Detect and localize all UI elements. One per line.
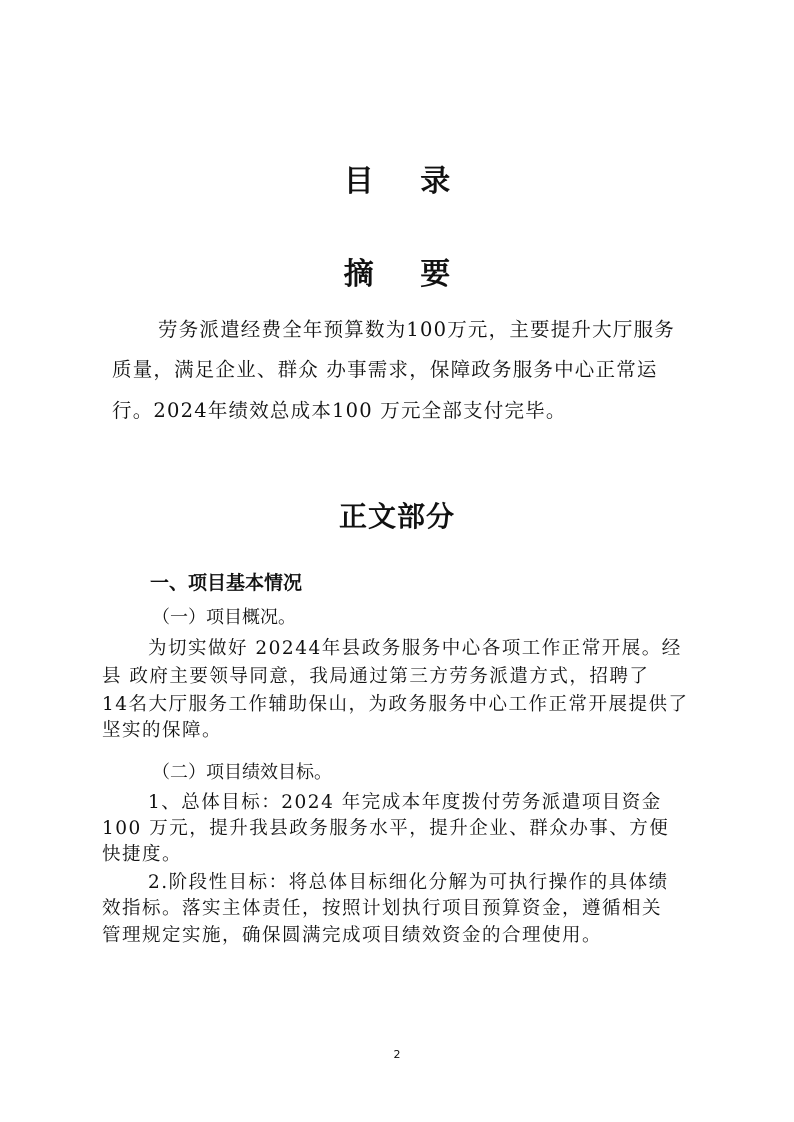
page-number: 2 <box>393 1048 401 1061</box>
overall-goal-line: 快捷度。 <box>102 844 183 865</box>
stage-goal-line: 效指标。落实主体责任，按照计划执行项目预算资金，遵循相关 <box>102 898 663 919</box>
overall-goal-line: 100 万元，提升我县政务服务水平，提升企业、群众办事、方便 <box>102 818 670 839</box>
subsection-heading: （二）项目绩效目标。 <box>152 762 332 783</box>
overview-line: 县 政府主要领导同意，我局通过第三方劳务派遣方式，招聘了 <box>102 666 650 687</box>
overview-line: 坚实的保障。 <box>102 720 223 741</box>
main-body-title: 正文部分 <box>338 500 455 533</box>
abstract-line: 劳务派遣经费全年预算数为100万元，主要提升大厅服务 <box>158 318 675 341</box>
subsection-heading: （一）项目概况。 <box>152 607 296 628</box>
toc-title: 目 录 <box>343 164 469 199</box>
overview-line: 14名大厅服务工作辅助保山，为政务服务中心工作正常开展提供了 <box>102 694 689 715</box>
stage-goal-line: 2.阶段性目标：将总体目标细化分解为可执行操作的具体绩 <box>148 872 669 893</box>
stage-goal-line: 管理规定实施，确保圆满完成项目绩效资金的合理使用。 <box>102 925 603 946</box>
overview-line: 为切实做好 20244年县政务服务中心各项工作正常开展。经 <box>148 638 682 659</box>
section-heading: 一、项目基本情况 <box>150 572 303 594</box>
abstract-line: 行。2024年绩效总成本100 万元全部支付完毕。 <box>112 399 567 422</box>
overall-goal-line: 1、总体目标：2024 年完成本年度拨付劳务派遣项目资金 <box>148 792 662 813</box>
abstract-title: 摘 要 <box>343 257 469 292</box>
abstract-line: 质量，满足企业、群众 办事需求，保障政务服务中心正常运 <box>112 358 658 381</box>
